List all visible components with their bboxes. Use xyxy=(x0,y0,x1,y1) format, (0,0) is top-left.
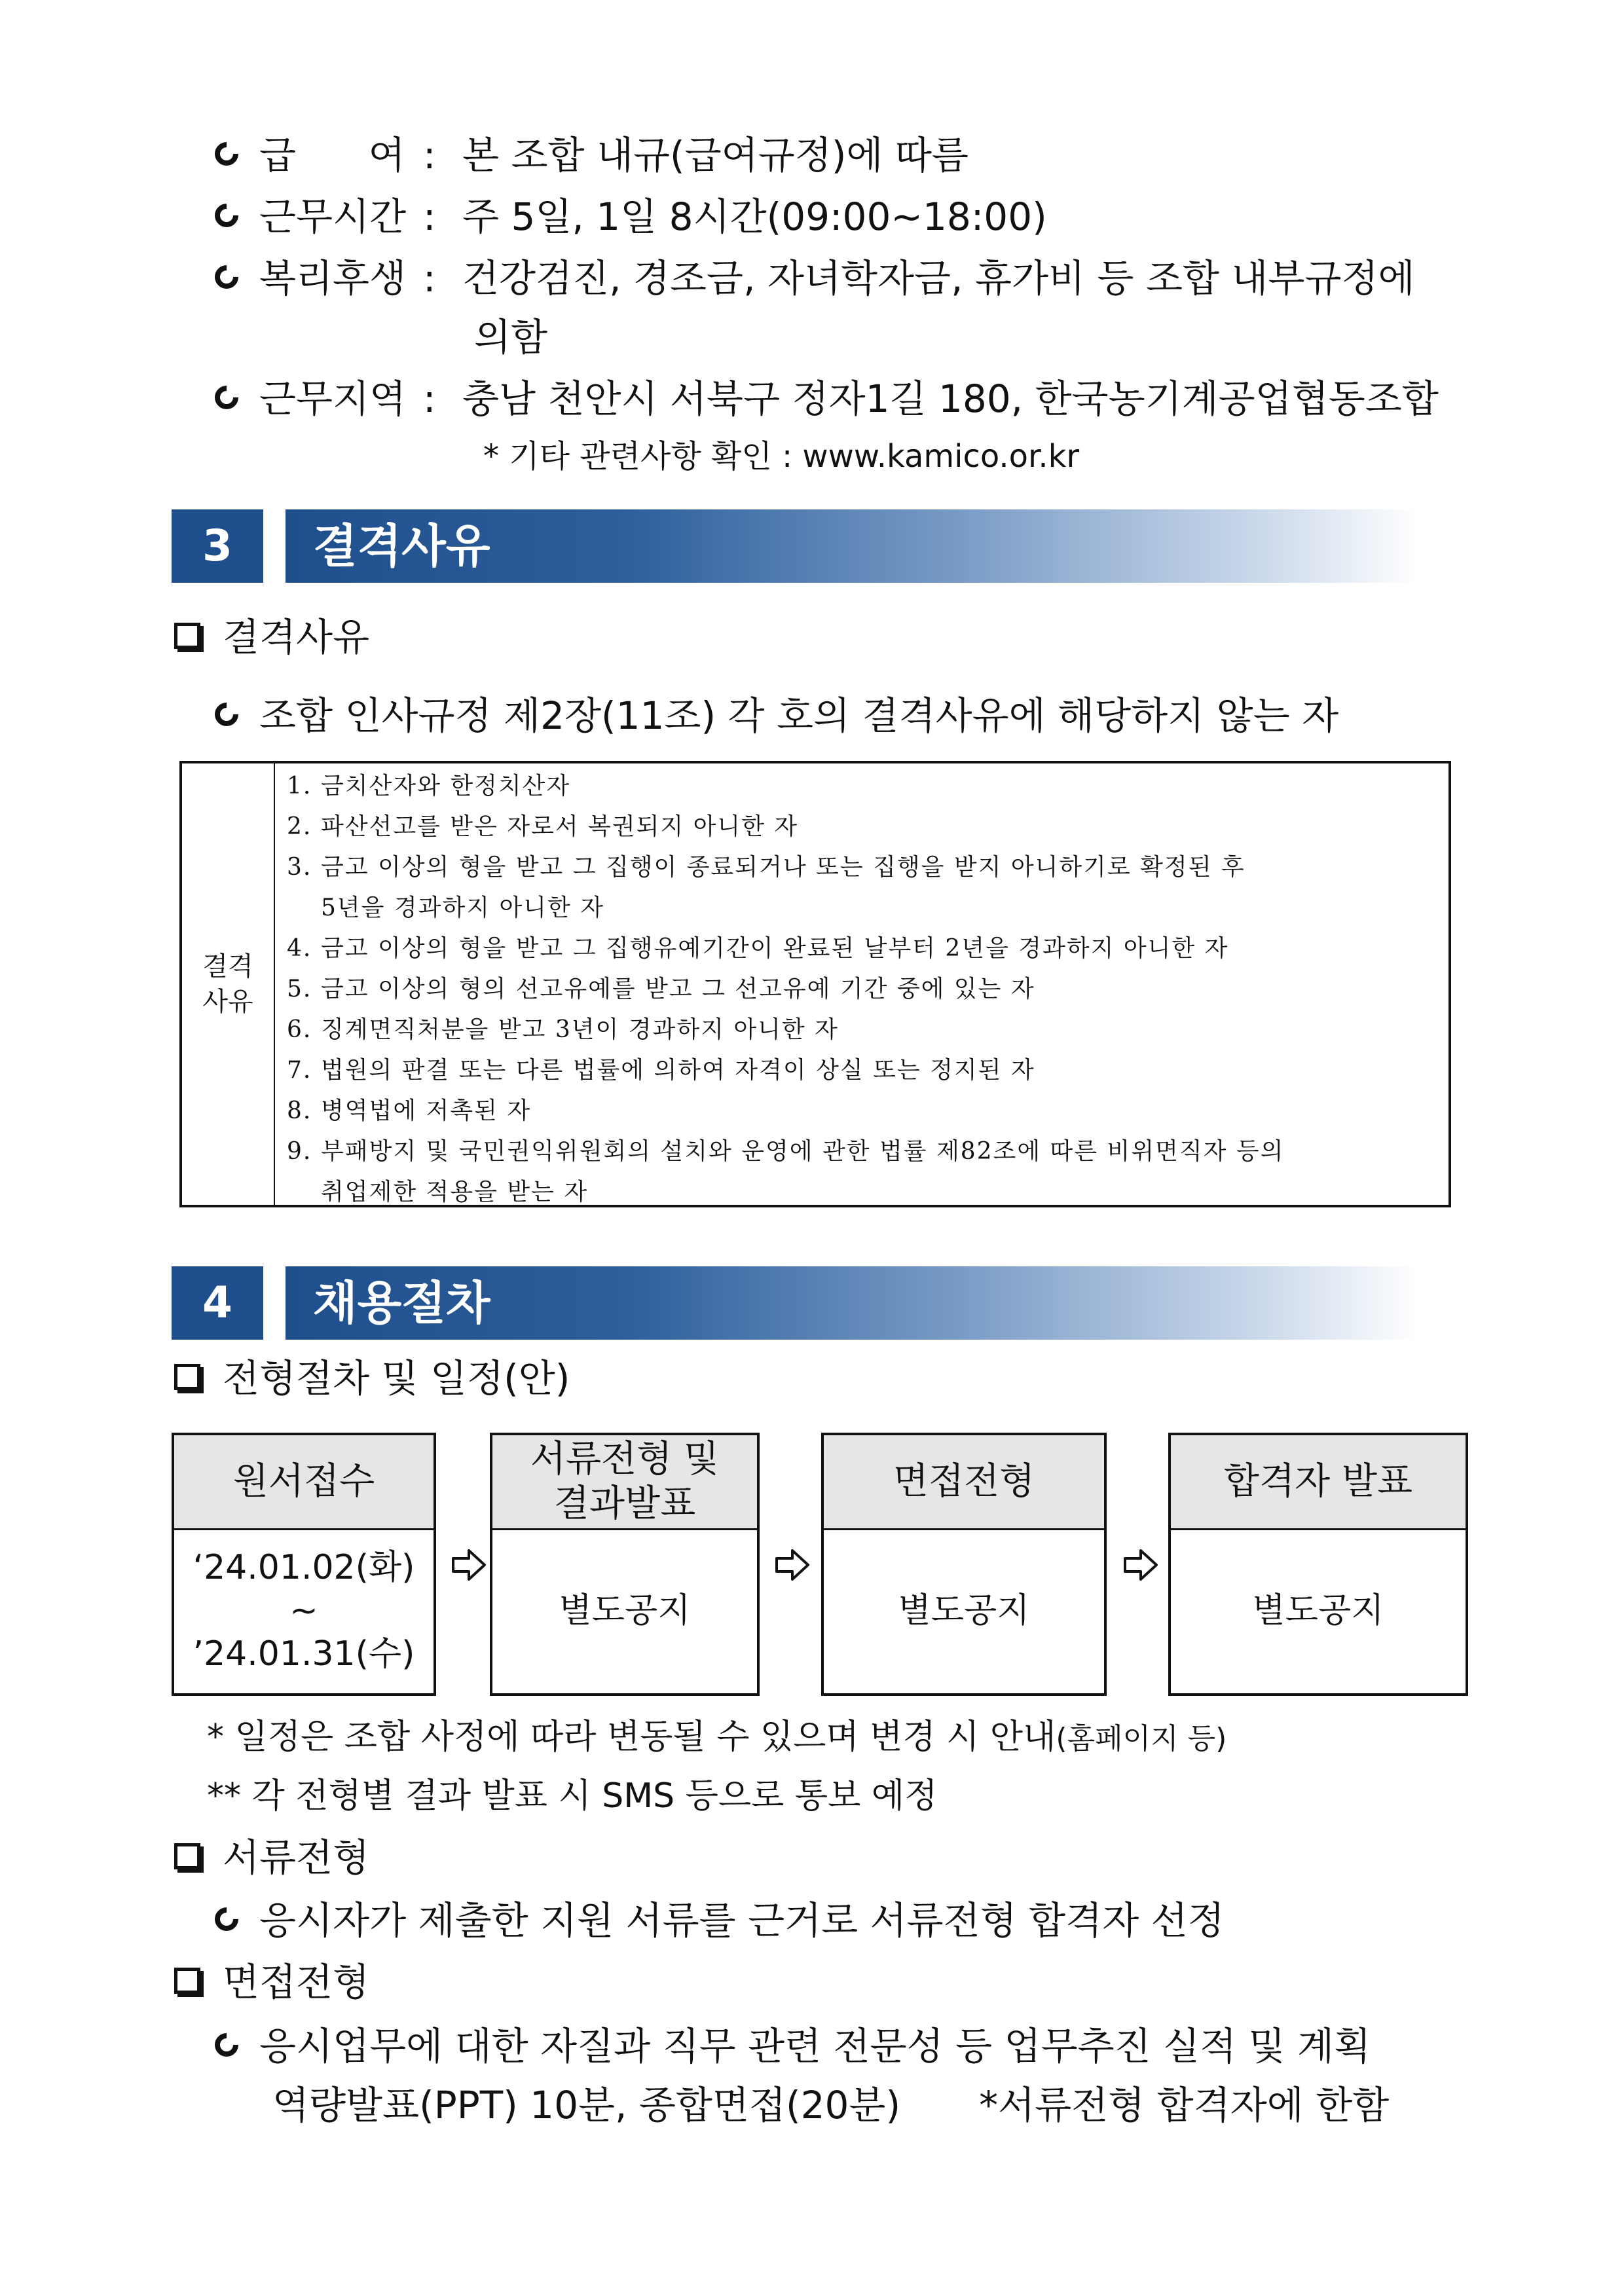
circle-bullet-icon xyxy=(210,260,244,293)
hours-row xyxy=(215,193,1047,241)
list-item: 7. 법원의 판결 또는 다른 법률에 의하여 자격이 상실 또는 정지된 자 xyxy=(287,1057,1035,1084)
section-3-bullet xyxy=(215,691,1338,740)
document-screening-heading-text: 서류전형 xyxy=(223,1835,370,1880)
section-3-subheading-text: 결격사유 xyxy=(223,615,370,659)
schedule-note-2: ** 각 전형별 결과 발표 시 SMS 등으로 통보 예정 xyxy=(207,1776,938,1816)
schedule-note-1-main: * 일정은 조합 사정에 따라 변동될 수 있으며 변경 시 안내 xyxy=(207,1717,1056,1757)
step-application xyxy=(172,1433,436,1696)
welfare-value: 건강검진, 경조금, 자녀학자금, 휴가비 등 조합 내부규정에 xyxy=(462,256,1415,301)
step-document-screening-head: 서류전형 및 결과발표 xyxy=(492,1435,757,1530)
location-label: 근무지역 xyxy=(259,376,407,421)
salary-value: 본 조합 내규(급여규정)에 따름 xyxy=(462,133,969,177)
section-3-bullet-text: 조합 인사규정 제2장(11조) 각 호의 결격사유에 해당하지 않는 자 xyxy=(259,693,1339,738)
section-3-number: 3 xyxy=(172,509,263,583)
checkbox-bullet-icon xyxy=(174,1843,200,1869)
location-value: 충남 천안시 서북구 정자1길 180, 한국농기계공업협동조합 xyxy=(462,376,1439,421)
location-row xyxy=(215,375,1439,423)
hours-value: 주 5일, 1일 8시간(09:00~18:00) xyxy=(462,194,1047,239)
table-label-line-1: 결격 xyxy=(202,951,253,982)
step-document-screening xyxy=(490,1433,760,1696)
interview-note: *서류전형 합격자에 한함 xyxy=(979,2083,1390,2127)
section-4-subheading-text: 전형절차 및 일정(안) xyxy=(223,1356,570,1401)
list-item: 2. 파산선고를 받은 자로서 복권되지 아니한 자 xyxy=(287,813,799,840)
step-final-announcement-body: 별도공지 xyxy=(1252,1591,1384,1630)
checkbox-bullet-icon xyxy=(174,623,200,649)
hours-label: 근무시간 xyxy=(259,194,407,239)
section-4-title: 채용절차 xyxy=(286,1266,1418,1340)
step-application-head: 원서접수 xyxy=(174,1435,434,1530)
circle-bullet-icon xyxy=(210,2028,244,2061)
welfare-value-cont: 의함 xyxy=(474,315,548,359)
circle-bullet-icon xyxy=(210,697,244,731)
reference-note: * 기타 관련사항 확인 : www.kamico.or.kr xyxy=(483,438,1080,475)
list-item: 5. 금고 이상의 형의 선고유예를 받고 그 선고유예 기간 중에 있는 자 xyxy=(287,976,1035,1002)
document-screening-bullet-text: 응시자가 제출한 지원 서류를 근거로 서류전형 합격자 선정 xyxy=(259,1898,1225,1943)
checkbox-bullet-icon xyxy=(174,1364,200,1390)
checkbox-bullet-icon xyxy=(174,1968,200,1994)
step-interview-head: 면접전형 xyxy=(824,1435,1104,1530)
arrow-right-icon xyxy=(773,1545,812,1585)
step-interview xyxy=(821,1433,1107,1696)
circle-bullet-icon xyxy=(210,1902,244,1936)
step-application-body: ‘24.01.02(화) ~ ’24.01.31(수) xyxy=(193,1548,415,1674)
section-3-title: 결격사유 xyxy=(286,509,1418,583)
document-screening-bullet xyxy=(215,1896,1225,1945)
list-item: 4. 금고 이상의 형을 받고 그 집행유예기간이 완료된 날부터 2년을 경과하지 아니한 자 xyxy=(287,935,1229,962)
salary-sep: : xyxy=(423,133,436,177)
disqualification-table xyxy=(179,761,1451,1207)
arrow-right-icon xyxy=(449,1545,489,1585)
welfare-row xyxy=(215,254,1415,303)
step-final-announcement-head: 합격자 발표 xyxy=(1171,1435,1466,1530)
step-document-screening-body: 별도공지 xyxy=(559,1591,691,1630)
section-3-subheading xyxy=(174,613,369,661)
arrow-right-icon xyxy=(1121,1545,1160,1585)
interview-bullet-cont xyxy=(272,2081,1389,2129)
interview-heading xyxy=(174,1958,369,2006)
list-item-continuation: 5년을 경과하지 아니한 자 xyxy=(321,894,604,921)
table-label-line-2: 사유 xyxy=(202,987,253,1017)
disqualification-list xyxy=(287,766,1443,1213)
section-4-subheading xyxy=(174,1354,570,1403)
circle-bullet-icon xyxy=(210,137,244,170)
step-final-announcement xyxy=(1168,1433,1468,1696)
list-item: 9. 부패방지 및 국민권익위원회의 설치와 운영에 관한 법률 제82조에 따른 비위면직자 등의 xyxy=(287,1138,1285,1165)
schedule-note-1 xyxy=(207,1713,1227,1763)
location-sep: : xyxy=(423,376,436,421)
disqualification-table-label xyxy=(182,763,275,1205)
section-4-number: 4 xyxy=(172,1266,263,1340)
hours-sep: : xyxy=(423,194,436,239)
list-item-continuation: 취업제한 적용을 받는 자 xyxy=(321,1179,589,1205)
document-screening-heading xyxy=(174,1833,369,1882)
interview-bullet-text-cont: 역량발표(PPT) 10분, 종합면접(20분) xyxy=(272,2083,901,2127)
schedule-note-1-small: (홈페이지 등) xyxy=(1056,1722,1227,1755)
list-item: 8. 병역법에 저촉된 자 xyxy=(287,1097,532,1124)
interview-heading-text: 면접전형 xyxy=(223,1960,370,2004)
interview-bullet xyxy=(215,2022,1371,2070)
list-item: 6. 징계면직처분을 받고 3년이 경과하지 아니한 자 xyxy=(287,1016,839,1043)
list-item: 1. 금치산자와 한정치산자 xyxy=(287,773,571,799)
circle-bullet-icon xyxy=(210,380,244,414)
list-item: 3. 금고 이상의 형을 받고 그 집행이 종료되거나 또는 집행을 받지 아니하기로 확정된 후 xyxy=(287,854,1246,881)
step-interview-body: 별도공지 xyxy=(898,1591,1030,1630)
circle-bullet-icon xyxy=(210,198,244,232)
welfare-sep: : xyxy=(423,256,436,301)
welfare-label: 복리후생 xyxy=(259,256,407,301)
salary-row xyxy=(215,131,969,179)
interview-bullet-text: 응시업무에 대한 자질과 직무 관련 전문성 등 업무추진 실적 및 계획 xyxy=(259,2024,1371,2068)
salary-label: 급 여 xyxy=(259,133,405,177)
